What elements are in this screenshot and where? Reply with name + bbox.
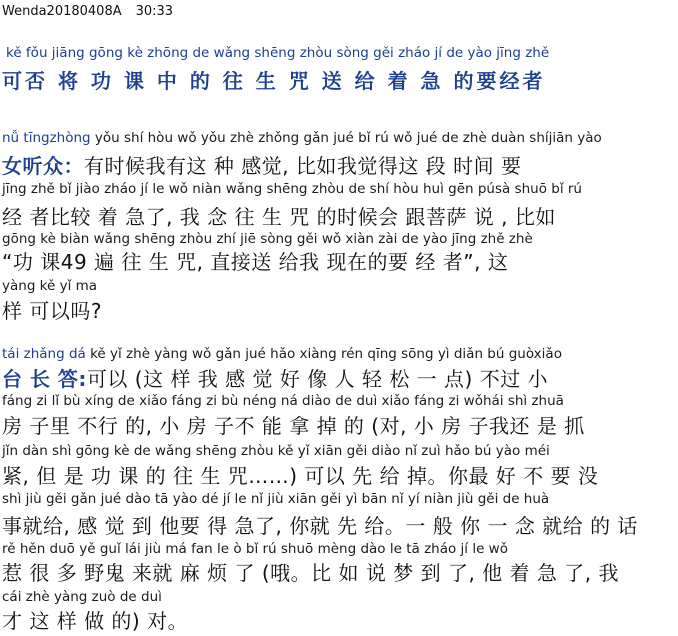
- text-line: [2, 150, 522, 179]
- pinyin-line: rě hěn duō yě guǐ lái jiù má fan le ò bǐ rú shuō mèng dào le tā zháo jí le wǒ: [2, 541, 508, 557]
- pinyin-text: yǒu shí hòu wǒ yǒu zhè zhǒng gǎn jué bǐ rú wǒ jué de zhè duàn shíjiān yào: [90, 130, 602, 146]
- pinyin-line: cái zhè yàng zuò de duì: [2, 589, 162, 605]
- text-line: 惹 很 多 野鬼 来就 麻 烦 了 (哦。比 如 说 梦 到 了, 他 着 急 了, 我: [2, 561, 619, 585]
- text-line: [2, 363, 548, 392]
- pinyin-line: gōng kè biàn wǎng shēng zhòu zhí jiē sòng gěi wǒ xiàn zài de yào jīng zhě zhè: [2, 231, 533, 247]
- pinyin-line: yàng kě yǐ ma: [2, 278, 98, 294]
- pinyin-line: shì jiù gěi gǎn jué dào tā yào dé jí le nǐ jiù xiān gěi yì bān nǐ yí niàn jiù gěi de huà: [2, 491, 550, 507]
- text-line: 紧, 但 是 功 课 的 往 生 咒……) 可以 先 给 掉。你最 好 不 要 没: [2, 464, 599, 488]
- pinyin-line: [2, 346, 562, 362]
- text-line: 才 这 样 做 的) 对。: [2, 609, 189, 633]
- pinyin-line: jǐn dàn shì gōng kè de wǎng shēng zhòu kě yǐ xiān gěi diào nǐ zuì hǎo bú yào méi: [2, 443, 550, 459]
- text-line: 经 者比较 着 急了, 我 念 往 生 咒 的时候会 跟菩萨 说 , 比如: [2, 205, 556, 229]
- text-line: 事就给, 感 觉 到 他要 得 急了, 你就 先 给。一 般 你 一 念 就给 的 话: [2, 514, 638, 538]
- text-line: 房 子里 不行 的, 小 房 子不 能 拿 掉 的 (对, 小 房 子我还 是 抓: [2, 414, 585, 438]
- pinyin-line: fáng zi lǐ bù xíng de xiǎo fáng zi bù néng ná diào de duì xiǎo fáng zi wǒhái shì zhuā: [2, 393, 564, 409]
- timestamp: 30:33: [135, 4, 174, 19]
- line-text: 可以 (这 样 我 感 觉 好 像 人 轻 松 一 点) 不过 小: [86, 367, 549, 391]
- speaker-label: 台 长 答:: [2, 367, 87, 391]
- text-line: “功 课49 遍 往 生 咒, 直接送 给我 现在的要 经 者”, 这: [2, 250, 509, 274]
- pinyin-line: jīng zhě bǐ jiào zháo jí le wǒ niàn wǎng shēng zhòu de shí hòu huì gēn púsà shuō bǐ rú: [2, 181, 582, 197]
- pinyin-line: [2, 130, 602, 146]
- recording-id: Wenda20180408A: [2, 4, 122, 19]
- question-title: 可否 将 功 课 中 的 往 生 咒 送 给 着 急 的要经者: [2, 69, 546, 93]
- pinyin-text: kě yǐ zhè yàng wǒ gǎn jué hǎo xiàng rén qīng sōng yì diǎn bú guòxiǎo: [85, 346, 562, 362]
- line-text: 有时候我有这 种 感觉, 比如我觉得这 段 时间 要: [84, 154, 522, 178]
- speaker-label: 女听众：: [2, 154, 84, 178]
- speaker-pinyin: tái zhǎng dá: [2, 346, 86, 362]
- header: [2, 4, 173, 19]
- speaker-pinyin: nǚ tīngzhòng: [2, 130, 91, 146]
- question-pinyin: kě fǒu jiāng gōng kè zhōng de wǎng shēng zhòu sòng gěi zháo jí de yào jīng zhě: [6, 45, 550, 61]
- text-line: 样 可以吗?: [2, 299, 102, 323]
